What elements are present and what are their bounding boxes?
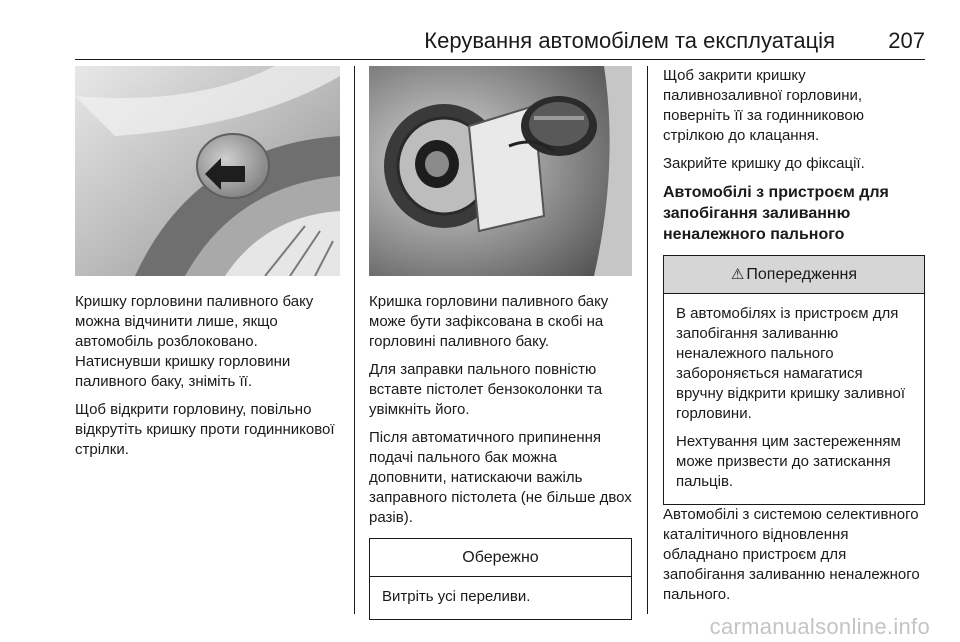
paragraph: Для заправки пального повністю вставте пістолет бензоколонки та увімкніть його. [369,361,603,418]
caution-title: Обережно [370,539,631,577]
warning-header [664,256,924,294]
caution-text: Витріть усі переливи. [382,588,531,605]
paragraph: Після автоматичного припинення подачі пального бак можна доповнити, натискаючи важіль заправного пістолета (не більше двох разів). [369,429,632,526]
warning-title: Попередження [746,266,858,283]
watermark: carmanualsonline.info [709,614,930,639]
caution-box [369,538,632,620]
warning-text: Нехтування цим застереженням може призвести до затискання пальців. [676,433,901,490]
paragraph: Щоб закрити кришку паливнозаливної горловини, поверніть її за годинниковою стрілкою до клацання. [663,67,865,144]
warning-box [663,255,925,505]
page-title: Керування автомобілем та експлуатація [424,28,835,53]
middle-column [369,66,632,620]
paragraph: Щоб відкрити горловину, повільно відкрутіть кришку проти годинникової стрілки. [75,401,335,458]
open-fuel-cap-illustration [369,66,632,276]
header-divider [75,59,925,60]
column-divider-1 [354,66,355,614]
section-heading: Автомобілі з пристроєм для запобігання заливанню неналежного пального [663,184,889,243]
right-column [663,66,925,613]
fuel-flap-arrow-illustration [75,66,340,276]
column-divider-2 [647,66,648,614]
paragraph: Автомобілі з системою селективного каталітичного відновлення обладнано пристроєм для запобігання заливанню неналежного пального. [663,506,920,603]
page-header [75,26,925,60]
paragraph: Закрийте кришку до фіксації. [663,155,865,172]
left-column [75,66,340,468]
paragraph: Кришка горловини паливного баку може бути зафіксована в скобі на горловині паливного баку. [369,293,609,350]
warning-triangle-icon: ⚠ [730,266,745,283]
page-number: 207 [888,28,925,53]
warning-text: В автомобілях із пристроєм для запобігання заливанню неналежного пального забороняється намагатися вручну відкрити кришку заливної горловини. [676,305,905,422]
paragraph: Кришку горловини паливного баку можна відчинити лише, якщо автомобіль розблоковано. Натиснувши кришку горловини паливного баку, зніміть її. [75,293,314,390]
